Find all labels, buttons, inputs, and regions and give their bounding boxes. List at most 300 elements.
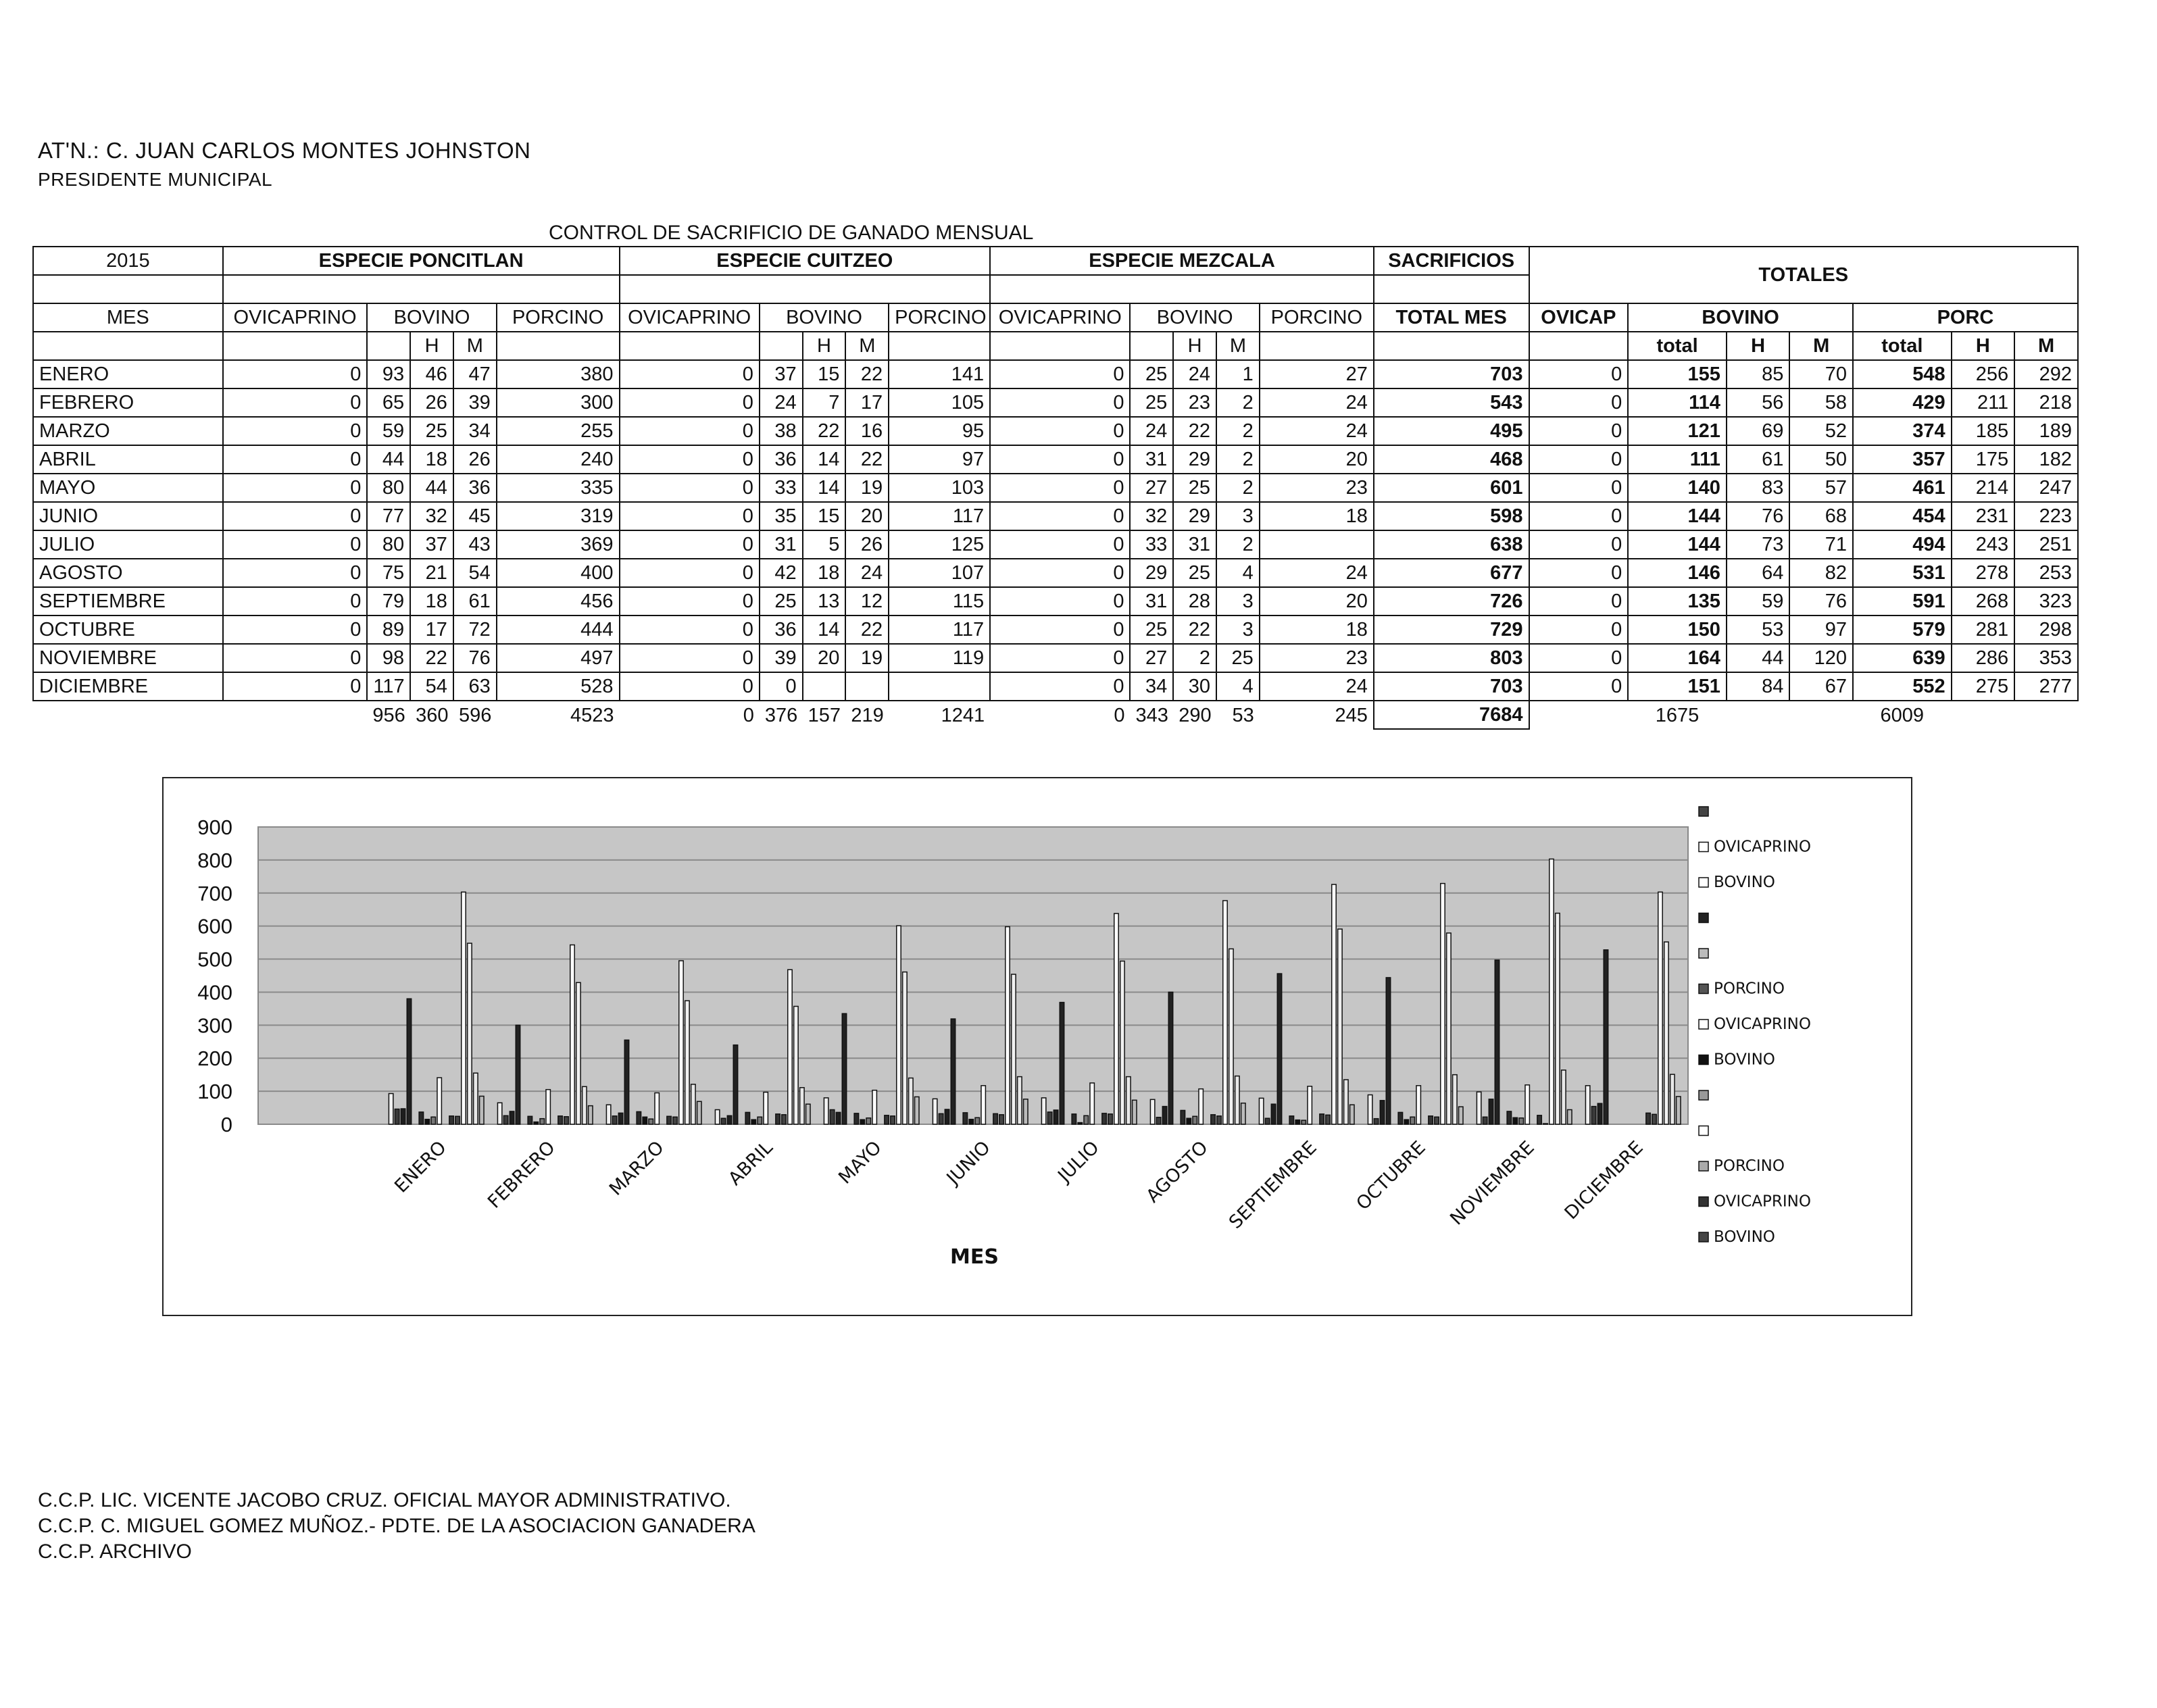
legend-label: OVICAPRINO [1714,1015,1811,1033]
mes-cell: ENERO [33,360,223,388]
addressee-role: PRESIDENTE MUNICIPAL [38,169,273,190]
col-total-mes: TOTAL MES [1374,303,1529,332]
m-h-cell: 25 [1173,474,1216,502]
mes-cell: MAYO [33,474,223,502]
total-m-porcino: 245 [1335,704,1368,726]
total-mes-cell: 803 [1374,644,1529,672]
c-bovino-cell: 35 [760,502,803,530]
bar [1320,1114,1324,1124]
legend-swatch [1699,807,1708,816]
bar [685,1001,689,1124]
y-tick-label: 800 [197,848,232,872]
total-mes-cell: 726 [1374,587,1529,616]
bar [1459,1107,1463,1124]
c-bovino-cell: 36 [760,616,803,644]
legend-swatch [1699,1197,1708,1207]
t-porc-total-cell: 639 [1853,644,1952,672]
c-bovino-cell: 31 [760,530,803,559]
legend-label: BOVINO [1714,874,1775,891]
mes-cell: DICIEMBRE [33,672,223,701]
col-m-bovino: BOVINO [1130,303,1259,332]
bar [1084,1115,1088,1124]
c-porcino-cell: 141 [889,360,990,388]
t-porc-total-cell: 552 [1853,672,1952,701]
c-h-cell: 7 [803,388,846,417]
total-m-h: 290 [1179,704,1212,726]
c-ovicaprino-cell: 0 [620,530,760,559]
c-h-cell: 18 [803,559,846,587]
bar [1350,1105,1354,1124]
slaughter-table [32,246,2079,730]
legend-swatch [1699,984,1708,994]
c-m-cell: 12 [845,587,889,616]
c-ovicaprino-cell: 0 [620,445,760,474]
bar [1168,992,1172,1124]
t-bovino-m-cell: 68 [1789,502,1853,530]
y-tick-label: 700 [197,881,232,905]
p-m-cell: 76 [453,644,497,672]
p-h-cell: 26 [410,388,453,417]
legend-swatch [1699,1161,1708,1171]
p-ovicaprino-cell: 0 [223,417,368,445]
p-h-cell: 44 [410,474,453,502]
m-bovino-cell: 25 [1130,388,1173,417]
bar [612,1116,616,1124]
bar [993,1113,997,1124]
bar [1012,974,1016,1124]
p-ovicaprino-cell: 0 [223,644,368,672]
p-h-cell: 18 [410,587,453,616]
col-mes: MES [33,303,223,332]
t-bovino-m-cell: 50 [1789,445,1853,474]
legend-swatch [1699,1055,1708,1065]
p-h-cell: 54 [410,672,453,701]
p-h-cell: 21 [410,559,453,587]
t-bovino-total-cell: 121 [1628,417,1727,445]
col-t-por-m: M [2014,332,2078,360]
bar [1108,1114,1112,1124]
c-porcino-cell: 107 [889,559,990,587]
t-bovino-total-cell: 164 [1628,644,1727,672]
c-porcino-cell [889,672,990,701]
group-cuitzeo: ESPECIE CUITZEO [620,247,991,275]
t-bovino-total-cell: 114 [1628,388,1727,417]
m-h-cell: 28 [1173,587,1216,616]
t-porc-total-cell: 531 [1853,559,1952,587]
c-ovicaprino-cell: 0 [620,672,760,701]
p-m-cell: 72 [453,616,497,644]
bar [455,1116,460,1124]
p-m-cell: 61 [453,587,497,616]
bar [1562,1070,1566,1124]
m-ovicaprino-cell: 0 [990,587,1130,616]
t-porc-m-cell: 353 [2014,644,2078,672]
bar [643,1117,647,1124]
bar [854,1113,858,1124]
p-h-cell: 37 [410,530,453,559]
bar [437,1078,441,1124]
total-p-h: 360 [416,704,449,726]
t-porc-m-cell: 251 [2014,530,2078,559]
legend-swatch [1699,1090,1708,1100]
bar [903,972,907,1124]
t-porc-h-cell: 211 [1952,388,2015,417]
cc-line-1: C.C.P. LIC. VICENTE JACOBO CRUZ. OFICIAL MAYOR ADMINISTRATIVO. [38,1489,731,1511]
m-h-cell: 24 [1173,360,1216,388]
m-ovicaprino-cell: 0 [990,559,1130,587]
bar [497,1103,501,1124]
bar [1398,1112,1402,1124]
m-porcino-cell: 24 [1260,559,1374,587]
p-m-cell: 36 [453,474,497,502]
t-bovino-h-cell: 69 [1727,417,1790,445]
t-bovino-total-cell: 111 [1628,445,1727,474]
col-t-bov-total: total [1628,332,1727,360]
x-tick-label: MAYO [835,1137,886,1188]
p-porcino-cell: 319 [497,502,620,530]
c-h-cell: 15 [803,502,846,530]
t-ovicap-cell: 0 [1529,530,1629,559]
bar [1537,1115,1541,1124]
bar [1519,1118,1523,1124]
m-m-cell: 3 [1216,616,1260,644]
t-ovicap-cell: 0 [1529,417,1629,445]
m-ovicaprino-cell: 0 [990,445,1130,474]
c-porcino-cell: 115 [889,587,990,616]
bar [691,1084,695,1124]
t-porc-total-cell: 461 [1853,474,1952,502]
bar [1060,1003,1064,1124]
t-porc-h-cell: 286 [1952,644,2015,672]
p-ovicaprino-cell: 0 [223,360,368,388]
bar [1404,1120,1408,1124]
c-porcino-cell: 117 [889,616,990,644]
t-porc-h-cell: 268 [1952,587,2015,616]
bar [1090,1083,1094,1124]
total-c-h: 157 [808,704,841,726]
c-h-cell: 14 [803,445,846,474]
total-mes-cell: 703 [1374,672,1529,701]
p-m-cell: 43 [453,530,497,559]
bar [1308,1086,1312,1124]
c-bovino-cell: 33 [760,474,803,502]
m-m-cell: 2 [1216,445,1260,474]
bar [1133,1100,1137,1124]
t-porc-h-cell: 278 [1952,559,2015,587]
p-h-cell: 32 [410,502,453,530]
t-porc-h-cell: 231 [1952,502,2015,530]
x-tick-label: ABRIL [724,1137,777,1190]
legend-label: BOVINO [1714,1051,1775,1069]
chart-svg [164,778,1911,1315]
t-porc-total-cell: 494 [1853,530,1952,559]
bar [1483,1117,1487,1124]
p-m-cell: 39 [453,388,497,417]
legend-swatch [1699,949,1708,958]
table-row [33,445,2078,474]
t-bovino-m-cell: 76 [1789,587,1853,616]
bar [503,1115,507,1124]
y-tick-label: 100 [197,1080,232,1104]
bar [1332,884,1336,1124]
t-porc-h-cell: 275 [1952,672,2015,701]
bar [1156,1117,1160,1124]
y-tick-label: 0 [220,1113,232,1136]
total-mes-cell: 677 [1374,559,1529,587]
c-ovicaprino-cell: 0 [620,616,760,644]
p-ovicaprino-cell: 0 [223,388,368,417]
bar [474,1073,478,1124]
c-bovino-cell: 37 [760,360,803,388]
mes-cell: JULIO [33,530,223,559]
bar [1513,1117,1517,1124]
c-h-cell: 13 [803,587,846,616]
col-t-por-h: H [1952,332,2015,360]
bar [546,1090,550,1124]
p-bovino-cell: 65 [367,388,410,417]
bar [624,1040,628,1124]
bar [1187,1118,1191,1124]
bar [933,1099,937,1124]
m-bovino-cell: 25 [1130,360,1173,388]
bar [1271,1104,1275,1124]
t-bovino-m-cell: 52 [1789,417,1853,445]
p-bovino-cell: 77 [367,502,410,530]
bar [679,961,683,1124]
grand-total-porc: 6009 [1880,704,1925,726]
t-porc-m-cell: 247 [2014,474,2078,502]
p-m-cell: 26 [453,445,497,474]
c-porcino-cell: 119 [889,644,990,672]
bar [806,1104,810,1124]
bar [1591,1107,1595,1124]
t-porc-total-cell: 579 [1853,616,1952,644]
c-m-cell: 19 [845,644,889,672]
t-bovino-m-cell: 67 [1789,672,1853,701]
bar [655,1093,659,1124]
x-axis-title: MES [950,1245,999,1269]
total-m-ovicaprino: 0 [1114,704,1125,726]
t-bovino-h-cell: 56 [1727,388,1790,417]
m-porcino-cell: 20 [1260,587,1374,616]
bar [576,982,580,1124]
m-porcino-cell [1260,530,1374,559]
col-p-ovicaprino: OVICAPRINO [223,303,368,332]
t-bovino-h-cell: 83 [1727,474,1790,502]
table-row [33,417,2078,445]
p-ovicaprino-cell: 0 [223,502,368,530]
t-bovino-m-cell: 70 [1789,360,1853,388]
bar [1295,1120,1299,1124]
bar [637,1111,641,1124]
bar [673,1117,677,1124]
bar [395,1109,399,1124]
c-m-cell: 20 [845,502,889,530]
bar [721,1118,725,1124]
c-ovicaprino-cell: 0 [620,360,760,388]
bar [1441,884,1445,1124]
t-porc-m-cell: 223 [2014,502,2078,530]
c-ovicaprino-cell: 0 [620,474,760,502]
bar [589,1106,593,1124]
legend-swatch [1699,1232,1708,1242]
bar [534,1122,538,1124]
c-h-cell [803,672,846,701]
p-bovino-cell: 80 [367,530,410,559]
p-h-cell: 46 [410,360,453,388]
p-m-cell: 63 [453,672,497,701]
bar [909,1078,913,1124]
m-h-cell: 22 [1173,616,1216,644]
p-porcino-cell: 380 [497,360,620,388]
m-porcino-cell: 24 [1260,388,1374,417]
m-porcino-cell: 24 [1260,417,1374,445]
plot-area [258,827,1688,1124]
bar [462,892,466,1124]
col-m-porcino: PORCINO [1260,303,1374,332]
bar [407,999,411,1124]
p-h-cell: 18 [410,445,453,474]
table-row [33,587,2078,616]
m-bovino-cell: 32 [1130,502,1173,530]
c-m-cell: 22 [845,616,889,644]
m-bovino-cell: 29 [1130,559,1173,587]
p-ovicaprino-cell: 0 [223,530,368,559]
t-bovino-h-cell: 64 [1727,559,1790,587]
t-porc-m-cell: 277 [2014,672,2078,701]
t-bovino-total-cell: 150 [1628,616,1727,644]
m-h-cell: 23 [1173,388,1216,417]
t-porc-m-cell: 323 [2014,587,2078,616]
total-mes-cell: 703 [1374,360,1529,388]
c-h-cell: 5 [803,530,846,559]
m-ovicaprino-cell: 0 [990,616,1130,644]
bar [727,1115,731,1124]
m-bovino-cell: 31 [1130,587,1173,616]
total-c-m: 219 [851,704,884,726]
col-m-m: M [1216,332,1260,360]
c-bovino-cell: 38 [760,417,803,445]
col-t-bov-h: H [1727,332,1790,360]
total-m-m: 53 [1232,704,1254,726]
bar [1677,1097,1681,1124]
mes-cell: AGOSTO [33,559,223,587]
bar [667,1116,671,1124]
x-tick-label: JUNIO [943,1137,995,1189]
m-h-cell: 2 [1173,644,1216,672]
bar [1162,1107,1166,1124]
table-row [33,530,2078,559]
c-ovicaprino-cell: 0 [620,559,760,587]
bar [1453,1075,1457,1124]
bar [1289,1116,1293,1124]
bar [1047,1112,1051,1124]
p-m-cell: 47 [453,360,497,388]
bar [897,926,901,1124]
c-m-cell: 26 [845,530,889,559]
bar [1658,892,1662,1124]
c-bovino-cell: 42 [760,559,803,587]
t-bovino-total-cell: 140 [1628,474,1727,502]
m-m-cell: 3 [1216,587,1260,616]
bar [1435,1117,1439,1124]
bar [516,1025,520,1124]
year-cell: 2015 [33,247,223,275]
bar [1489,1099,1493,1124]
table-row [33,360,2078,388]
t-porc-total-cell: 374 [1853,417,1952,445]
bar [1259,1098,1263,1124]
bar [425,1120,429,1124]
bar [540,1119,544,1124]
bar [1380,1101,1384,1124]
col-c-h: H [803,332,846,360]
group-sacrificios: SACRIFICIOS [1374,247,1529,275]
legend-swatch [1699,843,1708,852]
bar [1338,929,1342,1124]
bar [570,945,574,1124]
p-porcino-cell: 300 [497,388,620,417]
legend-label: BOVINO [1714,1228,1775,1246]
c-m-cell: 22 [845,445,889,474]
m-porcino-cell: 18 [1260,616,1374,644]
t-ovicap-cell: 0 [1529,502,1629,530]
p-ovicaprino-cell: 0 [223,445,368,474]
x-tick-label: FEBRERO [484,1137,560,1213]
bar [480,1096,484,1124]
group-mezcala: ESPECIE MEZCALA [990,247,1374,275]
col-p-porcino: PORCINO [497,303,620,332]
bar [1211,1115,1215,1124]
table-row [33,474,2078,502]
c-porcino-cell: 103 [889,474,990,502]
t-porc-h-cell: 185 [1952,417,2015,445]
t-porc-m-cell: 218 [2014,388,2078,417]
t-ovicap-cell: 0 [1529,587,1629,616]
t-bovino-total-cell: 151 [1628,672,1727,701]
m-porcino-cell: 27 [1260,360,1374,388]
m-m-cell: 2 [1216,530,1260,559]
bar [564,1117,568,1124]
bar [981,1086,985,1124]
c-m-cell [845,672,889,701]
m-bovino-cell: 33 [1130,530,1173,559]
total-m-bovino: 343 [1135,704,1168,726]
col-c-porcino: PORCINO [889,303,990,332]
bar [1495,960,1499,1124]
bar [1265,1118,1269,1124]
t-bovino-total-cell: 144 [1628,502,1727,530]
bar [1597,1103,1602,1124]
c-m-cell: 19 [845,474,889,502]
p-porcino-cell: 497 [497,644,620,672]
bar [1374,1119,1378,1124]
bar [1301,1120,1306,1124]
bar [969,1120,973,1124]
y-tick-label: 600 [197,914,232,938]
bar [788,970,792,1124]
c-porcino-cell: 105 [889,388,990,417]
m-m-cell: 2 [1216,417,1260,445]
col-ovicap: OVICAP [1529,303,1629,332]
t-porc-h-cell: 175 [1952,445,2015,474]
c-m-cell: 22 [845,360,889,388]
bar [1078,1123,1082,1124]
t-porc-h-cell: 214 [1952,474,2015,502]
bar [733,1045,737,1124]
c-m-cell: 16 [845,417,889,445]
t-porc-m-cell: 182 [2014,445,2078,474]
